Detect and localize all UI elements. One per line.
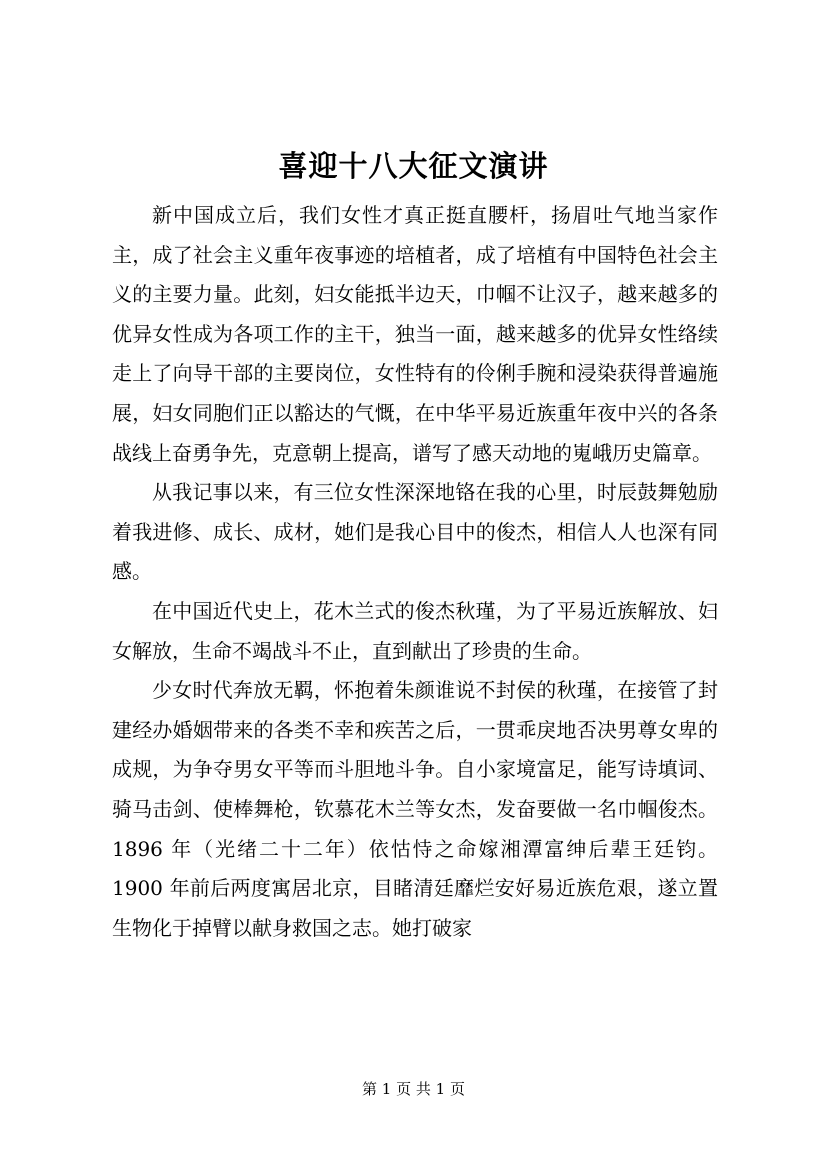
document-body — [112, 196, 718, 948]
page-number-footer: 第 1 页 共 1 页 — [362, 1080, 465, 1098]
paragraph: 新中国成立后，我们女性才真正挺直腰杆，扬眉吐气地当家作主，成了社会主义重年夜事迹的培植者，成了培植有中国特色社会主义的主要力量。此刻，妇女能抵半边天，巾帼不让汉子，越来越多的优异女性成为各项工作的主干，独当一面，越来越多的优异女性络续走上了向导干部的主要岗位，女性特有的伶俐手腕和浸染获得普遍施展，妇女同胞们正以豁达的气慨，在中华平易近族重年夜中兴的各条战线上奋勇争先，克意朝上提高，谱写了感天动地的嵬峨历史篇章。 — [112, 203, 718, 465]
paragraph: 在中国近代史上，花木兰式的俊杰秋瑾，为了平易近族解放、妇女解放，生命不竭战斗不止，直到献出了珍贵的生命。 — [112, 598, 718, 663]
document-title: 喜迎十八大征文演讲 — [278, 149, 549, 183]
paragraph: 少女时代奔放无羁，怀抱着朱颜谁说不封侯的秋瑾，在接管了封建经办婚姻带来的各类不幸和疾苦之后，一贯乖戾地否决男尊女卑的成规，为争夺男女平等而斗胆地斗争。自小家境富足，能写诗填词、骑马击剑、使棒舞枪，钦慕花木兰等女杰，发奋要做一名巾帼俊杰。1896 年（光绪二十二年）依怙恃之命嫁湘潭富绅后辈王廷钧。1900 年前后两度寓居北京，目睹清廷靡烂安好易近族危艰，遂立置生物化于掉臂以献身救国之志。她打破家 — [112, 678, 718, 940]
paragraph: 从我记事以来，有三位女性深深地铬在我的心里，时辰鼓舞勉励着我进修、成长、成材，她们是我心目中的俊杰，相信人人也深有同感。 — [112, 480, 718, 584]
